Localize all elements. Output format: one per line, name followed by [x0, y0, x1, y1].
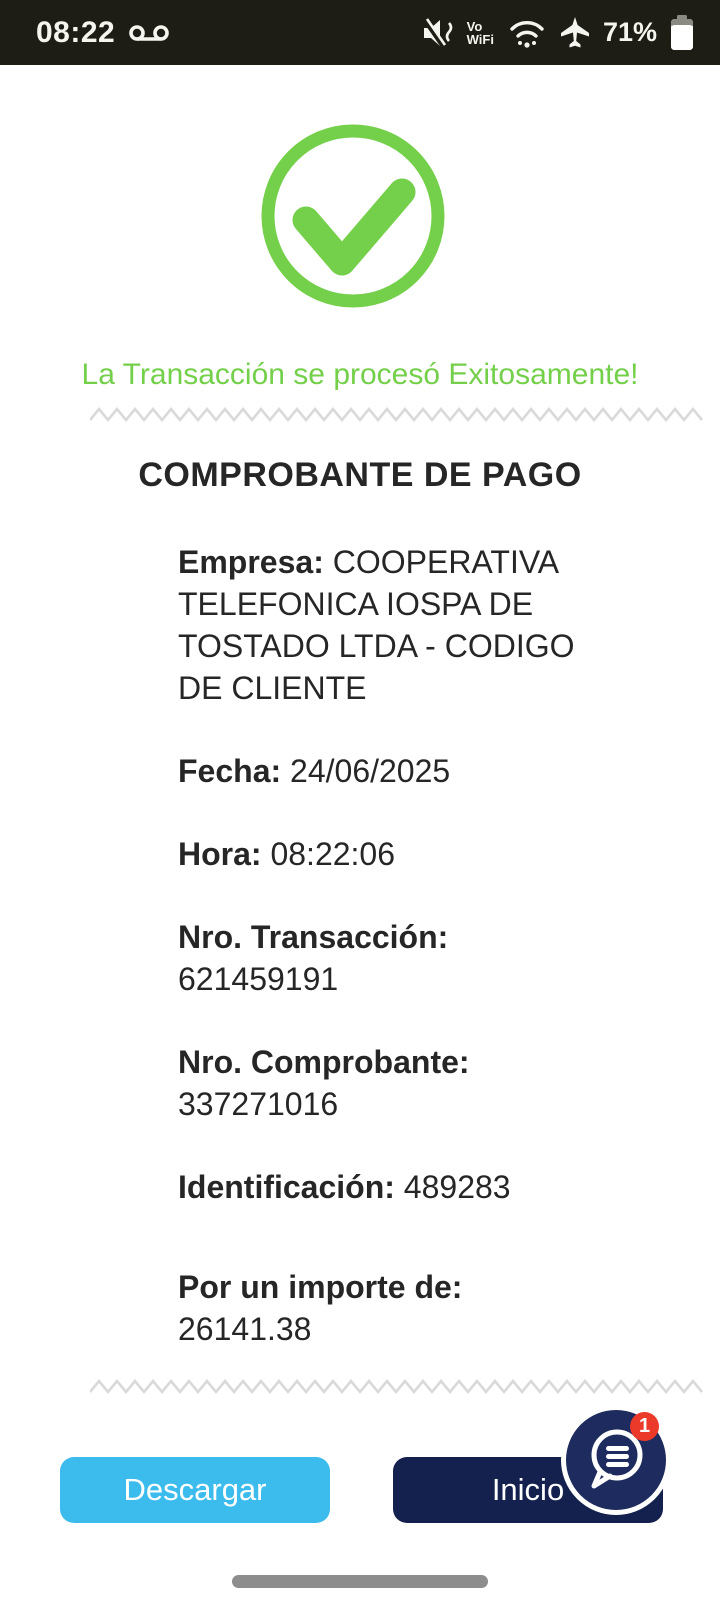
mute-vibrate-icon: [422, 18, 454, 48]
field-identificacion-value: 489283: [403, 1169, 511, 1205]
field-empresa-value: COOPERATIVA TELEFONICA IOSPA DE TOSTADO LTDA - CODIGO DE CLIENTE: [178, 544, 575, 706]
field-nro-transaccion-label: Nro. Transacción:: [178, 919, 449, 955]
field-hora-value: 08:22:06: [270, 836, 396, 872]
status-bar-left: [36, 16, 169, 50]
field-nro-comprobante-value: 337271016: [178, 1086, 339, 1122]
battery-percent: 71%: [602, 17, 657, 47]
home-gesture-pill[interactable]: [232, 1575, 488, 1588]
field-identificacion: [178, 1166, 578, 1208]
voicemail-icon: [129, 22, 169, 44]
field-fecha: [178, 750, 578, 792]
field-hora: [178, 833, 578, 875]
field-fecha-label: Fecha:: [178, 753, 282, 789]
field-importe-value: 26141.38: [178, 1311, 312, 1347]
success-check-icon: [253, 116, 453, 321]
field-nro-comprobante: [178, 1041, 578, 1125]
field-nro-transaccion: [178, 916, 578, 1000]
vowifi-label: [467, 20, 494, 46]
status-bar-right: [422, 15, 694, 51]
clock: 08:22: [36, 15, 116, 49]
zigzag-divider-bottom: [90, 1378, 710, 1396]
success-message: La Transacción se procesó Exitosamente!: [81, 358, 639, 391]
field-nro-transaccion-value: 621459191: [178, 961, 339, 997]
battery-icon: [670, 15, 694, 51]
vowifi-line2: WiFi: [466, 31, 494, 47]
zigzag-divider-top: [90, 406, 710, 424]
receipt-title: COMPROBANTE DE PAGO: [138, 456, 582, 494]
status-bar: [0, 0, 720, 65]
inicio-button[interactable]: Inicio: [393, 1457, 663, 1523]
field-nro-comprobante-label: Nro. Comprobante:: [178, 1044, 470, 1080]
field-empresa-label: Empresa:: [178, 544, 324, 580]
field-importe-label: Por un importe de:: [178, 1269, 463, 1305]
field-hora-label: Hora:: [178, 836, 262, 872]
field-fecha-value: 24/06/2025: [290, 753, 451, 789]
airplane-mode-icon: [560, 17, 590, 49]
receipt-fields: [178, 541, 578, 1391]
descargar-button[interactable]: Descargar: [60, 1457, 330, 1523]
field-empresa: [178, 541, 578, 709]
chat-unread-badge: 1: [630, 1412, 659, 1441]
field-importe: [178, 1266, 578, 1350]
vowifi-line1: Vo: [466, 18, 483, 34]
wifi-icon: [507, 17, 547, 49]
field-identificacion-label: Identificación:: [178, 1169, 395, 1205]
